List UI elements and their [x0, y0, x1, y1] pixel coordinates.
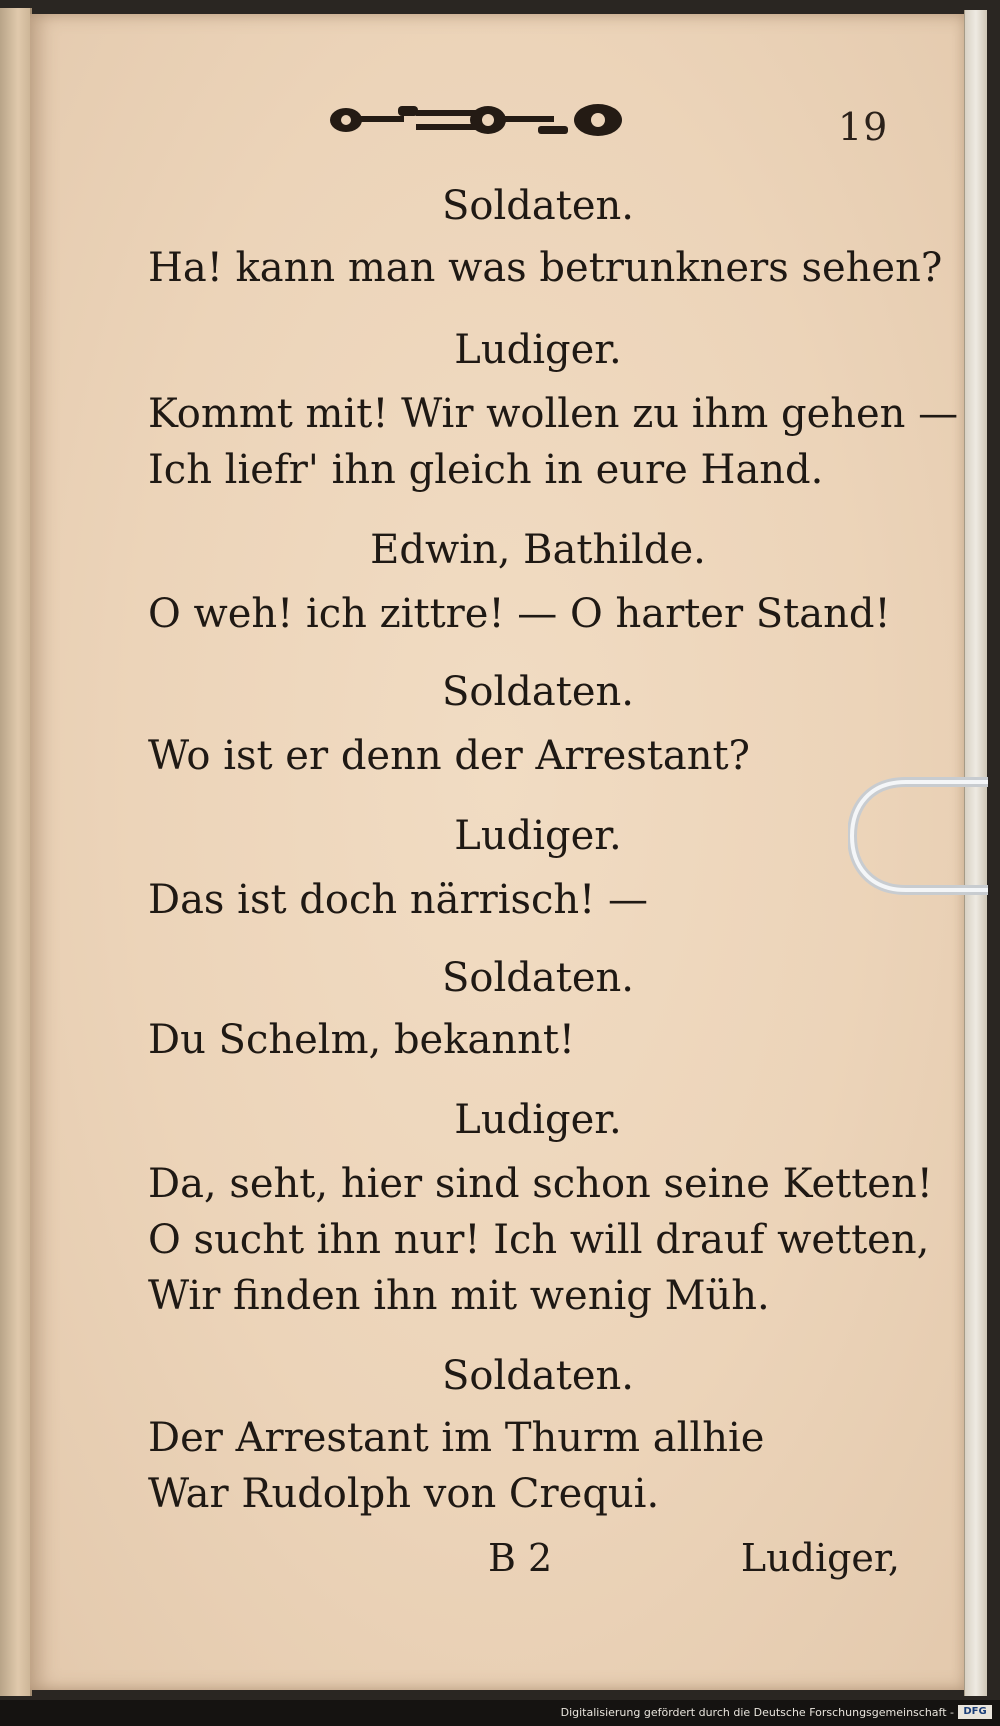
funding-credit: Digitalisierung gefördert durch die Deutsche Forschungsgemeinschaft - — [560, 1706, 954, 1719]
verse-line: Das ist doch närrisch! — — [148, 877, 648, 923]
speaker-name: Edwin, Bathilde. — [370, 527, 706, 573]
paper-clip-icon — [848, 776, 988, 896]
verse-line: Da, seht, hier sind schon seine Ketten! — [148, 1161, 933, 1207]
speaker-name: Ludiger. — [454, 327, 622, 373]
verse-line: Ha! kann man was betrunkners sehen? — [148, 245, 943, 291]
verse-line: O weh! ich zittre! — O harter Stand! — [148, 591, 891, 637]
verse-line: Wir finden ihn mit wenig Müh. — [148, 1273, 770, 1319]
catchword: Ludiger, — [740, 1536, 900, 1580]
verse-line: Der Arrestant im Thurm allhie — [148, 1415, 765, 1461]
speaker-name: Soldaten. — [442, 669, 634, 715]
speaker-name: Soldaten. — [442, 955, 634, 1001]
verse-line: O sucht ihn nur! Ich will drauf wetten, — [148, 1217, 930, 1263]
verse-line: Kommt mit! Wir wollen zu ihm gehen — — [148, 391, 959, 437]
speaker-name: Ludiger. — [454, 813, 622, 859]
verse-line: Du Schelm, bekannt! — [148, 1017, 575, 1063]
speaker-name: Ludiger. — [454, 1097, 622, 1143]
signature-mark: B 2 — [488, 1536, 553, 1580]
ornament-headpiece — [328, 96, 626, 144]
verse-line: Ich liefr' ihn gleich in eure Hand. — [148, 447, 824, 493]
speaker-name: Soldaten. — [442, 183, 634, 229]
speaker-name: Soldaten. — [442, 1353, 634, 1399]
left-page-edge — [0, 8, 32, 1696]
page-number: 19 — [838, 105, 889, 149]
dfg-logo: DFG — [958, 1705, 992, 1719]
verse-line: War Rudolph von Crequi. — [148, 1471, 660, 1517]
verse-line: Wo ist er denn der Arrestant? — [148, 733, 750, 779]
